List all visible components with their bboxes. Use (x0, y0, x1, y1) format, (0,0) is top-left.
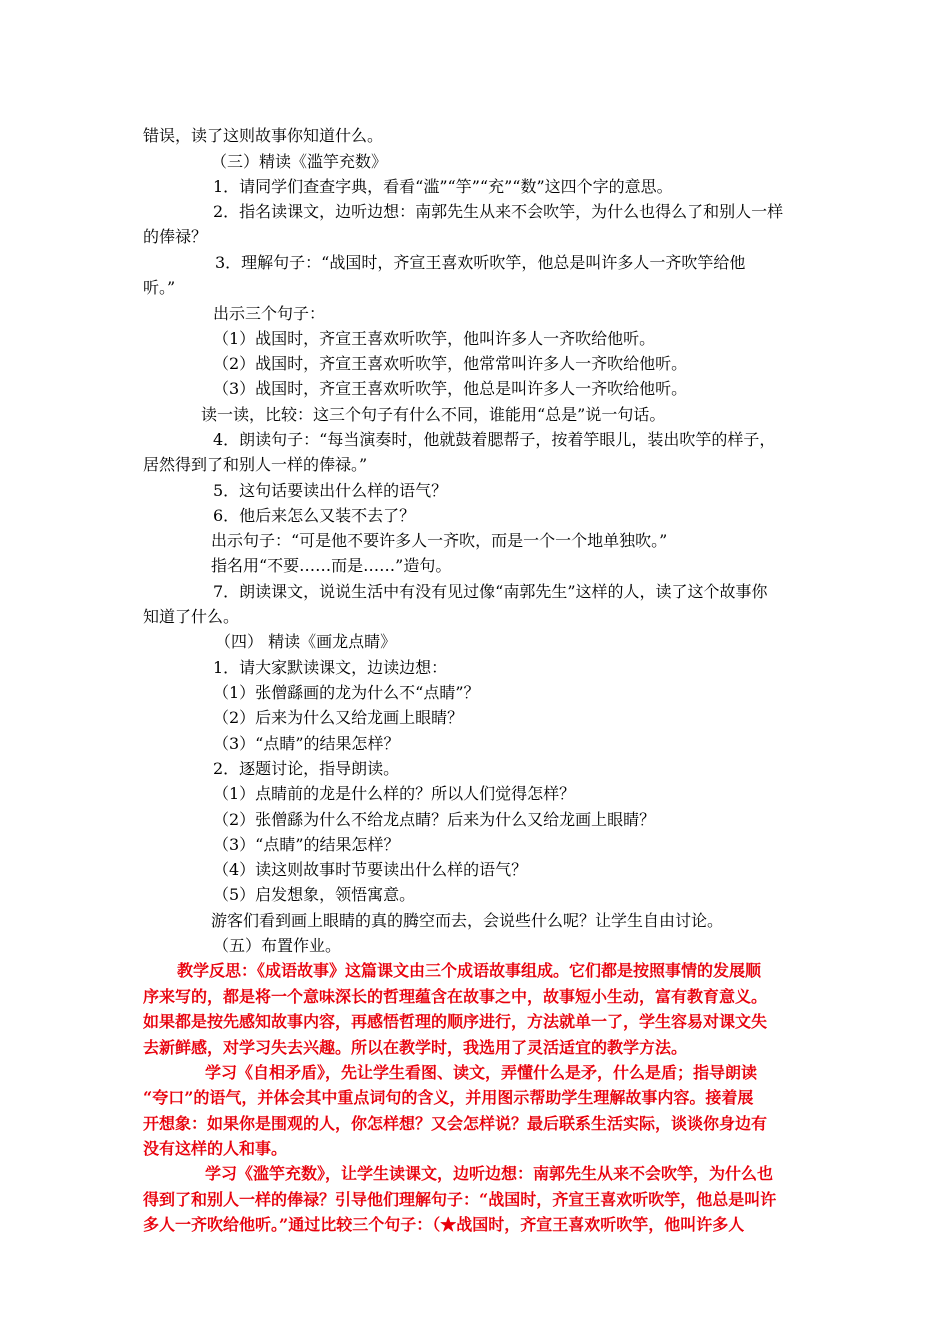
text-line: 听。” (143, 278, 176, 297)
reflection-line: 学习《滥竽充数》，让学生读课文，边听边想：南郭先生从来不会吹竽，为什么也 (205, 1164, 774, 1183)
text-line: （5）启发想象，领悟寓意。 (213, 885, 416, 904)
section-heading: （五）布置作业。 (213, 936, 342, 955)
text-line: 游客们看到画上眼睛的真的腾空而去，会说些什么呢？让学生自由讨论。 (211, 911, 724, 930)
reflection-line: 学习《自相矛盾》，先让学生看图、读文，弄懂什么是矛，什么是盾；指导朗读 (205, 1063, 758, 1082)
reflection-line: 多人一齐吹给他听。”通过比较三个句子：（★战国时，齐宣王喜欢听吹竽，他叫许多人 (143, 1215, 745, 1234)
text-line: （4）读这则故事时节要读出什么样的语气？ (213, 860, 528, 879)
text-line: 5．这句话要读出什么样的语气？ (213, 481, 448, 500)
text-line: （2）后来为什么又给龙画上眼睛？ (213, 708, 464, 727)
reflection-line: 如果都是按先感知故事内容，再感悟哲理的顺序进行，方法就单一了，学生容易对课文失 (143, 1012, 768, 1031)
text-line: 读一读，比较：这三个句子有什么不同，谁能用“总是”说一句话。 (201, 405, 666, 424)
reflection-line: 开想象：如果你是围观的人，你怎样想？又会怎样说？最后联系生活实际，谈谈你身边有 (143, 1114, 768, 1133)
text-line: （3）“点睛”的结果怎样？ (213, 835, 400, 854)
text-line: 居然得到了和别人一样的俸禄。” (143, 455, 368, 474)
text-line: 6．他后来怎么又装不去了？ (213, 506, 416, 525)
text-line: 2．指名读课文，边听边想：南郭先生从来不会吹竽，为什么也得么了和别人一样 (213, 202, 784, 221)
text-line: 知道了什么。 (143, 607, 240, 626)
text-line: （1）战国时，齐宣王喜欢听吹竽，他叫许多人一齐吹给他听。 (213, 329, 656, 348)
reflection-line: 序来写的，都是将一个意味深长的哲理蕴含在故事之中，故事短小生动，富有教育意义。 (143, 987, 768, 1006)
text-line: 指名用“不要……而是……”造句。 (211, 556, 452, 575)
section-heading: （三）精读《滥竽充数》 (211, 152, 388, 171)
reflection-line: 教学反思：《成语故事》这篇课文由三个成语故事组成。它们都是按照事情的发展顺 (177, 961, 762, 980)
text-line: 3．理解句子：“战国时，齐宣王喜欢听吹竽，他总是叫许多人一齐吹竽给他 (215, 253, 746, 272)
text-line: 出示句子：“可是他不要许多人一齐吹，而是一个一个地单独吹。” (211, 531, 668, 550)
text-line: （1）点睛前的龙是什么样的？所以人们觉得怎样？ (213, 784, 576, 803)
reflection-line: 得到了和别人一样的俸禄？引导他们理解句子：“战国时，齐宣王喜欢听吹竽，他总是叫许 (143, 1190, 777, 1209)
text-line: （3）“点睛”的结果怎样？ (213, 734, 400, 753)
text-line: （2）战国时，齐宣王喜欢听吹竽，他常常叫许多人一齐吹给他听。 (213, 354, 688, 373)
text-line: 的俸禄？ (143, 227, 208, 246)
text-line: （1）张僧繇画的龙为什么不“点睛”？ (213, 683, 480, 702)
text-line: 4．朗读句子：“每当演奏时，他就鼓着腮帮子，按着竽眼儿，装出吹竽的样子， (213, 430, 776, 449)
text-line: 错误，读了这则故事你知道什么。 (143, 126, 384, 145)
reflection-line: 去新鲜感，对学习失去兴趣。所以在教学时，我选用了灵活适宜的教学方法。 (143, 1038, 688, 1057)
text-line: 2．逐题讨论，指导朗读。 (213, 759, 400, 778)
reflection-line: “夸口”的语气，并体会其中重点词句的含义，并用图示帮助学生理解故事内容。接着展 (143, 1088, 754, 1107)
text-line: 1．请同学们查查字典，看看“滥”“竽”“充”“数”这四个字的意思。 (213, 177, 673, 196)
text-line: 出示三个句子： (213, 304, 326, 323)
text-line: （3）战国时，齐宣王喜欢听吹竽，他总是叫许多人一齐吹给他听。 (213, 379, 688, 398)
text-line: （2）张僧繇为什么不给龙点睛？后来为什么又给龙画上眼睛？ (213, 810, 656, 829)
text-line: 7．朗读课文，说说生活中有没有见过像“南郭先生”这样的人，读了这个故事你 (213, 582, 768, 601)
reflection-line: 没有这样的人和事。 (143, 1139, 288, 1158)
section-heading: （四） 精读《画龙点睛》 (215, 632, 397, 651)
text-line: 1．请大家默读课文，边读边想： (213, 658, 448, 677)
